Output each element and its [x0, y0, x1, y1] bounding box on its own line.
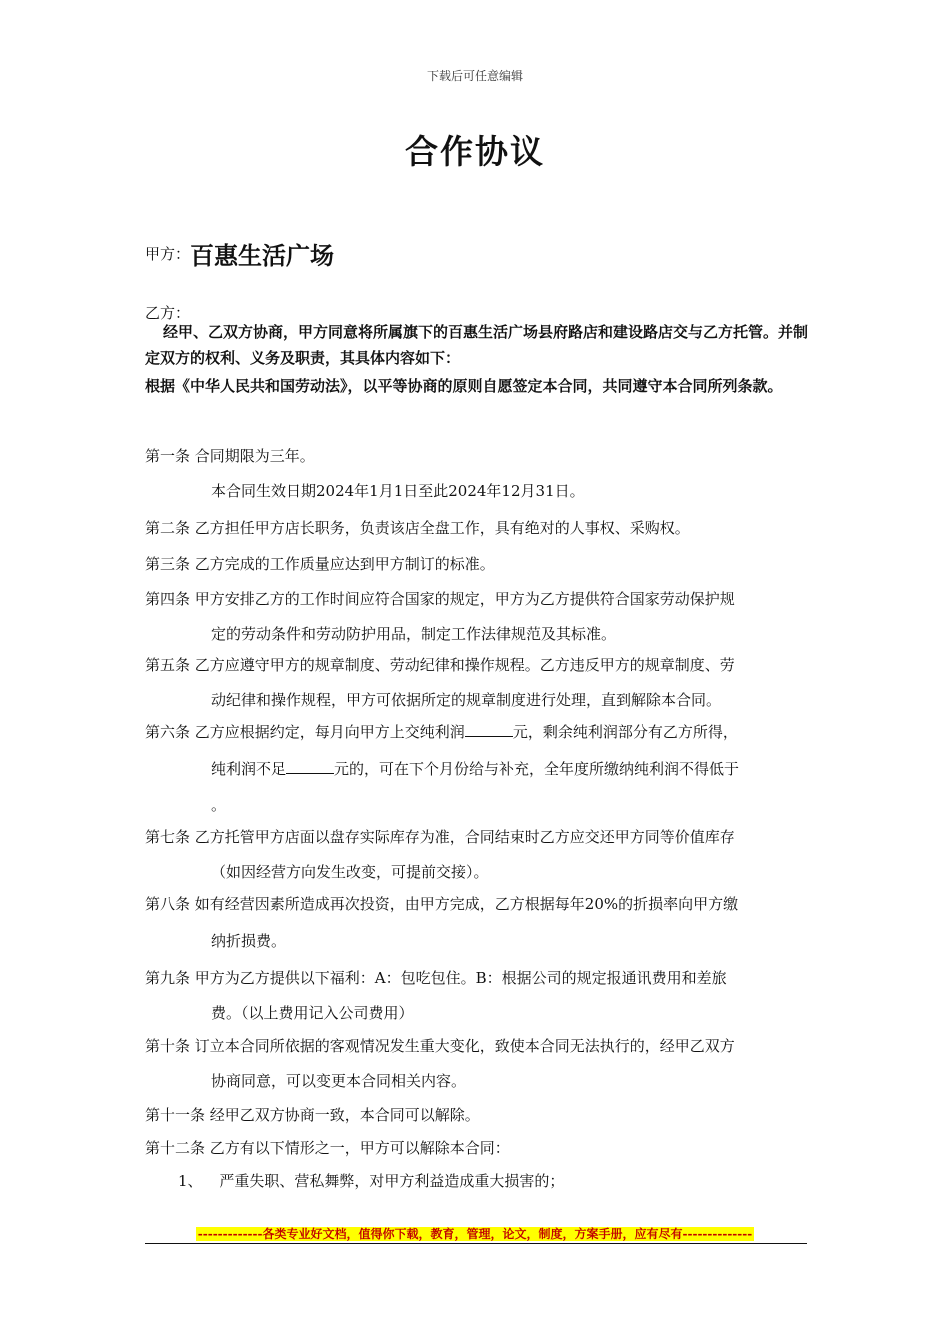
clause-continuation: 。 [211, 796, 227, 814]
clause-text: 订立本合同所依据的客观情况发生重大变化，致使本合同无法执行的，经甲乙双方 [194, 1037, 735, 1055]
party-a-label: 甲方： [145, 245, 191, 263]
list-item-number: 1、 [178, 1172, 203, 1190]
clause-6 [145, 715, 810, 823]
clause-text: 如有经营因素所造成再次投资，由甲方完成，乙方根据每年20%的折损率向甲方缴 [194, 895, 739, 913]
clause-continuation: 定的劳动条件和劳动防护用品，制定工作法律规范及其标准。 [211, 625, 617, 643]
page-title: 合作协议 [405, 132, 545, 171]
clause-text: 元的，可在下个月份给与补充，全年度所缴纳纯利润不得低于 [334, 760, 740, 778]
clause-text: 元，剩余纯利润部分有乙方所得， [512, 723, 738, 741]
clause-text: 乙方有以下情形之一，甲方可以解除本合同： [209, 1139, 510, 1157]
intro-paragraph-1: 经甲、乙双方协商，甲方同意将所属旗下的百惠生活广场县府路店和建设路店交与乙方托管。并制定双方的权利、义务及职责，其具体内容如下： [145, 323, 809, 367]
header-note: 下载后可任意编辑 [426, 69, 523, 83]
clause-number: 第六条 [145, 723, 191, 741]
party-a [145, 236, 334, 271]
footer-banner [0, 1225, 950, 1242]
clause-text: 乙方完成的工作质量应达到甲方制订的标准。 [194, 555, 495, 573]
clause-continuation: 本合同生效日期2024年1月1日至此2024年12月31日。 [211, 482, 585, 500]
clause-text: 经甲乙双方协商一致，本合同可以解除。 [209, 1106, 480, 1124]
clause-5 [145, 648, 810, 718]
clause-number: 第三条 [145, 555, 191, 573]
clause-number: 第五条 [145, 656, 191, 674]
clause-1 [145, 439, 810, 474]
clause-number: 第十二条 [145, 1139, 206, 1157]
footer-banner-text: -------------各类专业好文档，值得你下载，教育，管理，论文，制度，方案手册，应有尽有-------------- [197, 1227, 753, 1241]
fill-in-blank [286, 759, 334, 774]
clause-text: 甲方为乙方提供以下福利：A：包吃包住。B：根据公司的规定报通讯费用和差旅 [194, 969, 727, 987]
clause-text: 乙方应遵守甲方的规章制度、劳动纪律和操作规程。乙方违反甲方的规章制度、劳 [194, 656, 735, 674]
clause-continuation: （如因经营方向发生改变，可提前交接）。 [211, 863, 489, 881]
clause-number: 第十条 [145, 1037, 191, 1055]
clause-4 [145, 582, 810, 652]
clause-11 [145, 1098, 810, 1133]
intro-paragraph-2: 根据《中华人民共和国劳动法》，以平等协商的原则自愿签定本合同，共同遵守本合同所列条款。 [145, 377, 783, 395]
footer-divider [145, 1243, 807, 1244]
clause-10 [145, 1029, 810, 1099]
fill-in-blank [465, 722, 513, 737]
clause-number: 第十一条 [145, 1106, 206, 1124]
clause-continuation: 协商同意，可以变更本合同相关内容。 [211, 1072, 467, 1090]
clause-text: 乙方托管甲方店面以盘存实际库存为准，合同结束时乙方应交还甲方同等价值库存 [194, 828, 735, 846]
party-b-label: 乙方： [145, 304, 191, 322]
list-item-text: 严重失职、营私舞弊，对甲方利益造成重大损害的； [219, 1172, 565, 1190]
clause-text: 甲方安排乙方的工作时间应符合国家的规定，甲方为乙方提供符合国家劳动保护规 [194, 590, 735, 608]
clause-continuation: 纳折损费。 [211, 932, 287, 950]
clause-number: 第八条 [145, 895, 191, 913]
clause-number: 第九条 [145, 969, 191, 987]
clause-number: 第七条 [145, 828, 191, 846]
clause-8 [145, 887, 810, 959]
clause-1-subline [145, 474, 810, 509]
clause-text: 乙方担任甲方店长职务，负责该店全盘工作，具有绝对的人事权、采购权。 [194, 519, 690, 537]
clause-continuation: 费。（以上费用记入公司费用） [211, 1004, 414, 1022]
clause-number: 第二条 [145, 519, 191, 537]
clause-3 [145, 547, 810, 582]
clause-number: 第一条 [145, 447, 191, 465]
list-item [178, 1164, 810, 1199]
clause-9 [145, 961, 810, 1031]
clause-continuation: 动纪律和操作规程，甲方可依据所定的规章制度进行处理，直到解除本合同。 [211, 691, 722, 709]
clause-7 [145, 820, 810, 890]
clause-continuation [145, 750, 810, 788]
clause-text: 纯利润不足 [211, 760, 287, 778]
clause-text: 合同期限为三年。 [194, 447, 315, 465]
clause-12 [145, 1131, 810, 1166]
clause-number: 第四条 [145, 590, 191, 608]
clause-2 [145, 511, 810, 546]
party-a-name: 百惠生活广场 [190, 242, 335, 270]
clause-text: 乙方应根据约定，每月向甲方上交纯利润 [194, 723, 465, 741]
